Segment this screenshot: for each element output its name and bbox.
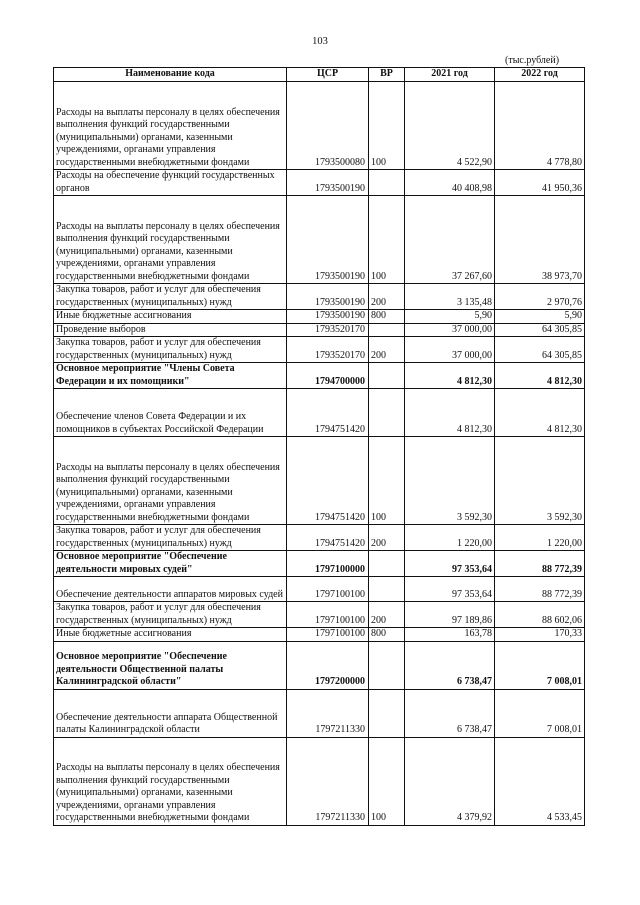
cell-csr: 1793500080: [287, 82, 369, 170]
cell-vr: 200: [369, 337, 405, 363]
cell-name: Закупка товаров, работ и услуг для обеспечения государственных (муниципальных) нужд: [54, 525, 287, 551]
cell-2021: 97 353,64: [405, 551, 495, 577]
cell-vr: 200: [369, 602, 405, 628]
table-row: [54, 323, 585, 337]
cell-2021: 3 135,48: [405, 284, 495, 310]
cell-2022: 64 305,85: [495, 337, 585, 363]
cell-vr: 100: [369, 196, 405, 284]
cell-name: Расходы на выплаты персоналу в целях обеспечения выполнения функций государственными (муниципальными) органами, казенными учреждениями, органами управления государственными внебюджетными фондами: [54, 737, 287, 825]
cell-csr: 1797100000: [287, 551, 369, 577]
cell-2022: 4 812,30: [495, 363, 585, 389]
column-header-csr: ЦСР: [287, 68, 369, 82]
cell-vr: 100: [369, 737, 405, 825]
cell-vr: [369, 577, 405, 602]
cell-2022: 4 812,30: [495, 389, 585, 437]
cell-csr: 1794751420: [287, 525, 369, 551]
cell-csr: 1794751420: [287, 389, 369, 437]
cell-csr: 1794700000: [287, 363, 369, 389]
table-row: [54, 551, 585, 577]
cell-vr: 200: [369, 525, 405, 551]
table-row: [54, 437, 585, 525]
page-number: 103: [312, 36, 328, 47]
cell-2021: 1 220,00: [405, 525, 495, 551]
cell-csr: 1797100100: [287, 577, 369, 602]
cell-csr: 1797200000: [287, 641, 369, 689]
table-row: [54, 689, 585, 737]
cell-name: Закупка товаров, работ и услуг для обеспечения государственных (муниципальных) нужд: [54, 602, 287, 628]
cell-name: Обеспечение членов Совета Федерации и их помощников в субъектах Российской Федерации: [54, 389, 287, 437]
cell-2022: 7 008,01: [495, 689, 585, 737]
cell-name: Основное мероприятие "Обеспечение деятельности Общественной палаты Калининградской области": [54, 641, 287, 689]
table-row: [54, 577, 585, 602]
budget-table: [53, 67, 585, 826]
cell-name: Проведение выборов: [54, 323, 287, 337]
cell-csr: 1793500190: [287, 196, 369, 284]
cell-2021: 6 738,47: [405, 641, 495, 689]
table-row: [54, 525, 585, 551]
cell-2021: 4 812,30: [405, 363, 495, 389]
cell-2022: 1 220,00: [495, 525, 585, 551]
cell-name: Иные бюджетные ассигнования: [54, 628, 287, 642]
cell-2021: 4 522,90: [405, 82, 495, 170]
cell-vr: 100: [369, 437, 405, 525]
cell-name: Расходы на выплаты персоналу в целях обеспечения выполнения функций государственными (муниципальными) органами, казенными учреждениями, органами управления государственными внебюджетными фондами: [54, 196, 287, 284]
cell-2021: 6 738,47: [405, 689, 495, 737]
cell-csr: 1793520170: [287, 337, 369, 363]
cell-2021: 4 812,30: [405, 389, 495, 437]
table-row: [54, 363, 585, 389]
cell-vr: 100: [369, 82, 405, 170]
cell-csr: 1793500190: [287, 170, 369, 196]
column-header-vr: ВР: [369, 68, 405, 82]
table-row: [54, 737, 585, 825]
table-header-row: [54, 68, 585, 82]
cell-vr: [369, 389, 405, 437]
cell-2022: 38 973,70: [495, 196, 585, 284]
column-header-2021: 2021 год: [405, 68, 495, 82]
table-row: [54, 337, 585, 363]
cell-2021: 97 189,86: [405, 602, 495, 628]
cell-vr: [369, 689, 405, 737]
table-row: [54, 170, 585, 196]
cell-vr: [369, 323, 405, 337]
table-row: [54, 602, 585, 628]
cell-2022: 170,33: [495, 628, 585, 642]
units-label: (тыс.рублей): [505, 55, 560, 66]
cell-2021: 163,78: [405, 628, 495, 642]
cell-csr: 1794751420: [287, 437, 369, 525]
cell-2021: 37 267,60: [405, 196, 495, 284]
cell-name: Иные бюджетные ассигнования: [54, 310, 287, 324]
cell-name: Закупка товаров, работ и услуг для обеспечения государственных (муниципальных) нужд: [54, 284, 287, 310]
cell-2022: 41 950,36: [495, 170, 585, 196]
cell-2022: 4 533,45: [495, 737, 585, 825]
cell-name: Расходы на выплаты персоналу в целях обеспечения выполнения функций государственными (муниципальными) органами, казенными учреждениями, органами управления государственными внебюджетными фондами: [54, 82, 287, 170]
cell-2021: 5,90: [405, 310, 495, 324]
cell-vr: [369, 170, 405, 196]
column-header-name: Наименование кода: [54, 68, 287, 82]
cell-csr: 1797211330: [287, 737, 369, 825]
column-header-2022: 2022 год: [495, 68, 585, 82]
table-row: [54, 284, 585, 310]
cell-vr: [369, 363, 405, 389]
cell-2022: 88 772,39: [495, 577, 585, 602]
cell-2021: 40 408,98: [405, 170, 495, 196]
cell-2021: 97 353,64: [405, 577, 495, 602]
cell-vr: 200: [369, 284, 405, 310]
cell-csr: 1797211330: [287, 689, 369, 737]
cell-csr: 1793500190: [287, 284, 369, 310]
cell-name: Основное мероприятие "Члены Совета Федерации и их помощники": [54, 363, 287, 389]
cell-2021: 4 379,92: [405, 737, 495, 825]
cell-2022: 88 772,39: [495, 551, 585, 577]
table-row: [54, 196, 585, 284]
cell-csr: 1793500190: [287, 310, 369, 324]
table-row: [54, 82, 585, 170]
cell-name: Закупка товаров, работ и услуг для обеспечения государственных (муниципальных) нужд: [54, 337, 287, 363]
cell-name: Расходы на выплаты персоналу в целях обеспечения выполнения функций государственными (муниципальными) органами, казенными учреждениями, органами управления государственными внебюджетными фондами: [54, 437, 287, 525]
cell-vr: 800: [369, 310, 405, 324]
cell-vr: [369, 551, 405, 577]
cell-2021: 37 000,00: [405, 323, 495, 337]
table-row: [54, 389, 585, 437]
cell-vr: [369, 641, 405, 689]
table-row: [54, 641, 585, 689]
cell-2022: 88 602,06: [495, 602, 585, 628]
table-row: [54, 310, 585, 324]
cell-2022: 7 008,01: [495, 641, 585, 689]
cell-name: Расходы на обеспечение функций государственных органов: [54, 170, 287, 196]
cell-name: Обеспечение деятельности аппаратов мировых судей: [54, 577, 287, 602]
cell-2022: 4 778,80: [495, 82, 585, 170]
cell-csr: 1797100100: [287, 602, 369, 628]
cell-csr: 1793520170: [287, 323, 369, 337]
table-body: [54, 82, 585, 826]
cell-2022: 3 592,30: [495, 437, 585, 525]
cell-csr: 1797100100: [287, 628, 369, 642]
cell-2021: 3 592,30: [405, 437, 495, 525]
cell-name: Основное мероприятие "Обеспечение деятельности мировых судей": [54, 551, 287, 577]
cell-2022: 5,90: [495, 310, 585, 324]
cell-vr: 800: [369, 628, 405, 642]
cell-2022: 2 970,76: [495, 284, 585, 310]
cell-2021: 37 000,00: [405, 337, 495, 363]
cell-name: Обеспечение деятельности аппарата Общественной палаты Калининградской области: [54, 689, 287, 737]
table-row: [54, 628, 585, 642]
cell-2022: 64 305,85: [495, 323, 585, 337]
